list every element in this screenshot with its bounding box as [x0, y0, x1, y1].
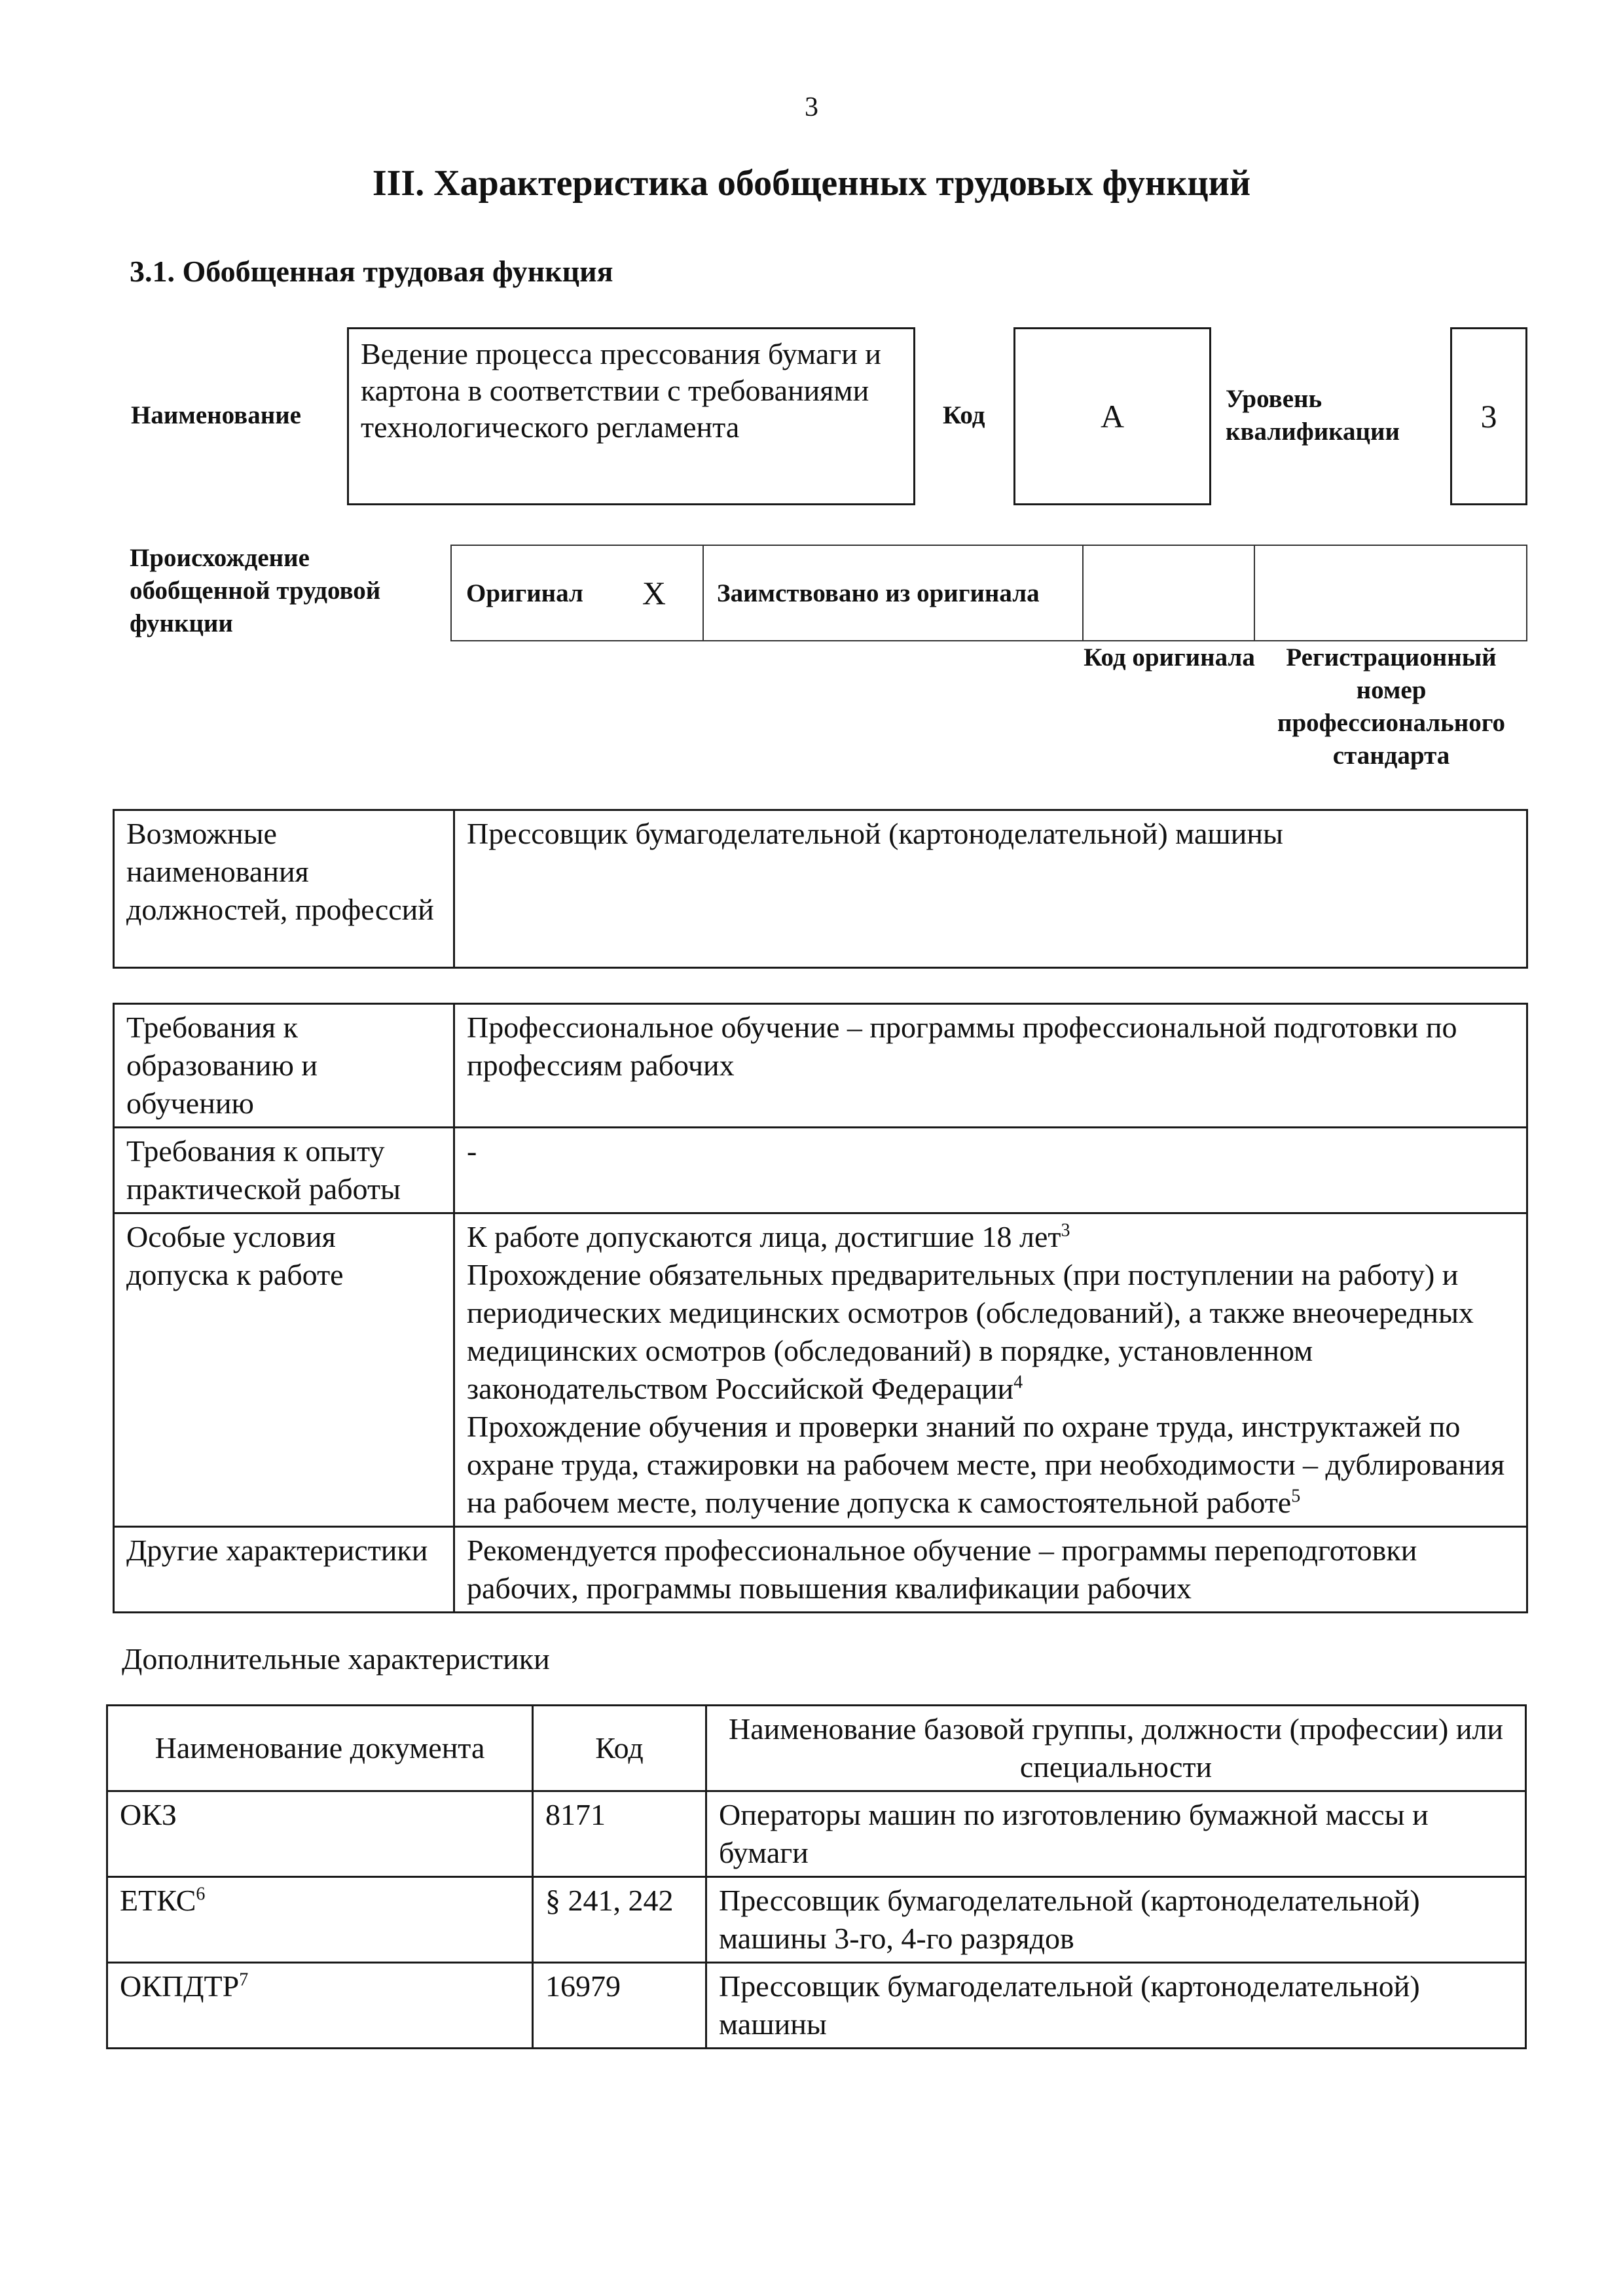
doc-cell: ОКПДТР$^7$	[107, 1963, 533, 2049]
req-conditions-label: Особые условия допуска к работе	[114, 1213, 454, 1527]
code-label: Код	[943, 401, 985, 429]
table-row	[107, 1791, 1526, 1877]
origin-code-cell	[1084, 546, 1255, 640]
req-experience-label: Требования к опыту практической работы	[114, 1128, 454, 1213]
table-row	[107, 1963, 1526, 2049]
page-number: 3	[805, 92, 818, 122]
caption-reg-number: Регистрационный номер профессионального стандарта	[1277, 643, 1506, 770]
code-cell: § 241, 242	[533, 1877, 706, 1963]
footnote-ref: 3	[1061, 1220, 1070, 1241]
positions-table	[113, 809, 1528, 969]
table-row	[114, 1004, 1527, 1128]
name-label: Наименование	[131, 401, 301, 429]
table-row	[107, 1877, 1526, 1963]
table-header-row	[107, 1706, 1526, 1791]
name-cell: Прессовщик бумагоделательной (картоноделательной) машины	[706, 1963, 1526, 2049]
req-experience-value: -	[454, 1128, 1527, 1213]
req-education-value: Профессиональное обучение – программы профессиональной подготовки по профессиям рабочих	[454, 1004, 1527, 1128]
doc-cell: ОКЗ	[107, 1791, 533, 1877]
level-label: Уровень квалификации	[1226, 385, 1400, 446]
condition-line: Прохождение обучения и проверки знаний по охране труда, инструктажей по охране труда, стажировки на рабочем месте, при необходимости – дублирования на рабочем месте, получение допуска к самостоятельной работе$^5$	[467, 1410, 1505, 1519]
section-title: III. Характеристика обобщенных трудовых функций	[372, 163, 1251, 204]
footnote-ref: 7	[239, 1969, 249, 1990]
original-label: Оригинал	[466, 579, 583, 607]
footnote-ref: 5	[1291, 1486, 1301, 1507]
caption-original-code: Код оригинала	[1084, 643, 1255, 672]
positions-label: Возможные наименования должностей, профессий	[114, 810, 454, 968]
additional-title: Дополнительные характеристики	[122, 1642, 550, 1676]
footnote-ref: 6	[196, 1884, 206, 1905]
condition-line: Прохождение обязательных предварительных (при поступлении на работу) и периодических медицинских осмотров (обследований), а также внеочередных медицинских осмотров (обследований) в порядке, установленном законодательством Российской Федерации$^4$	[467, 1258, 1474, 1405]
code-cell: 8171	[533, 1791, 706, 1877]
req-other-value: Рекомендуется профессиональное обучение – программы переподготовки рабочих, программы повышения квалификации рабочих	[454, 1527, 1527, 1613]
name-cell: Прессовщик бумагоделательной (картоноделательной) машины 3-го, 4-го разрядов	[706, 1877, 1526, 1963]
header-name: Наименование базовой группы, должности (профессии) или специальности	[706, 1706, 1526, 1791]
table-row	[114, 1527, 1527, 1613]
header-doc: Наименование документа	[107, 1706, 533, 1791]
footnote-ref: 4	[1013, 1372, 1023, 1393]
table-row	[114, 1128, 1527, 1213]
table-row	[114, 1213, 1527, 1527]
header-code: Код	[533, 1706, 706, 1791]
additional-table	[106, 1704, 1527, 2049]
origin-borrowed-cell: Заимствовано из оригинала	[704, 546, 1084, 640]
code-cell: 16979	[533, 1963, 706, 2049]
origin-reg-cell	[1255, 546, 1526, 640]
qualification-level: 3	[1450, 327, 1527, 505]
function-code: А	[1013, 327, 1211, 505]
positions-value: Прессовщик бумагоделательной (картоноделательной) машины	[454, 810, 1527, 968]
doc-cell: ЕТКС$^6$	[107, 1877, 533, 1963]
req-conditions-value	[454, 1213, 1527, 1527]
origin-label: Происхождение обобщенной трудовой функции	[130, 544, 381, 637]
name-cell: Операторы машин по изготовлению бумажной массы и бумаги	[706, 1791, 1526, 1877]
function-name: Ведение процесса прессования бумаги и картона в соответствии с требованиями технологического регламента	[347, 327, 915, 505]
req-other-label: Другие характеристики	[114, 1527, 454, 1613]
origin-original-cell	[452, 546, 704, 640]
original-mark: Х	[642, 575, 666, 611]
subsection-title: 3.1. Обобщенная трудовая функция	[130, 255, 613, 288]
condition-line: К работе допускаются лица, достигшие 18 лет$^3$	[467, 1220, 1070, 1253]
requirements-table	[113, 1003, 1528, 1613]
table-row	[114, 810, 1527, 968]
req-education-label: Требования к образованию и обучению	[114, 1004, 454, 1128]
origin-table	[450, 545, 1527, 641]
